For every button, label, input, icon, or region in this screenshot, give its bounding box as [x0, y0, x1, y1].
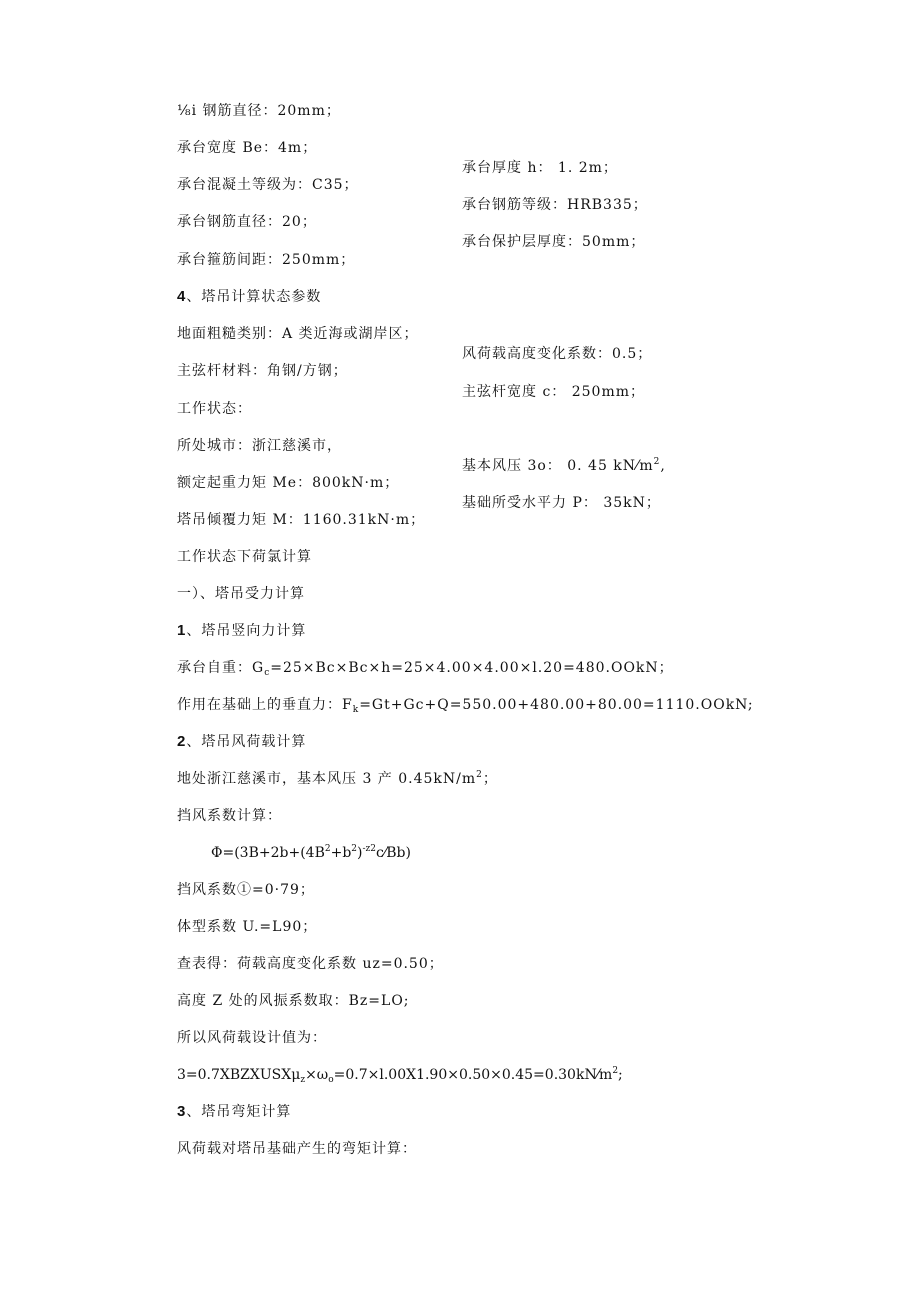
self-weight-formula — [177, 658, 674, 678]
design-formula-b: ×ω — [305, 1067, 329, 1083]
rated-moment-text: 额定起重力矩 Me：800kN·m； — [177, 475, 400, 491]
basic-wind-pressure-label: 基本风压 3o： 0. 45 kN⁄m — [462, 458, 654, 474]
self-weight-sub: c — [264, 668, 271, 678]
section-4-number: 4 — [177, 288, 187, 305]
wind-block-value-text: 挡风系数①=0·79； — [177, 882, 315, 898]
design-formula-d: ; — [618, 1067, 623, 1083]
wind-location-text — [177, 769, 498, 789]
cap-rebar-diameter-text: 承台钢筋直径：20； — [177, 214, 317, 230]
phi-formula-sup2: 2 — [351, 844, 358, 854]
subsection-3-number: 3 — [177, 1103, 187, 1120]
basic-wind-pressure-text — [462, 456, 666, 476]
subsection-3-heading — [177, 1102, 291, 1122]
working-state-text: 工作状态： — [177, 401, 252, 417]
wind-height-coef-text: 风荷载高度变化系数：0.5； — [462, 346, 653, 362]
chord-width-text: 主弦杆宽度 c： 250mm； — [462, 384, 646, 400]
basic-wind-pressure-sup: 2 — [653, 457, 661, 467]
vertical-force-sub: k — [352, 705, 360, 715]
moment-title: 风荷载对塔吊基础产生的弯矩计算： — [177, 1141, 417, 1157]
self-weight-expression: =25×Bc×Bc×h=25×4.00×4.00×l.20=480.OOkN； — [270, 660, 674, 676]
phi-formula-a: Φ=(3B+2b+(4B — [211, 845, 325, 861]
part-1-title: 一）、塔吊受力计算 — [177, 586, 305, 602]
cap-concrete-text: 承台混凝土等级为：C35； — [177, 177, 359, 193]
phi-formula-d: c⁄Bb) — [376, 845, 411, 861]
wind-block-coef-title: 挡风系数计算： — [177, 808, 282, 824]
cap-cover-text: 承台保护层厚度：50mm； — [462, 234, 646, 250]
section-4-heading — [177, 287, 321, 307]
phi-formula-b: +b — [330, 845, 352, 861]
vertical-force-formula — [177, 695, 754, 715]
subsection-1-heading — [177, 621, 306, 641]
design-formula-a: 3=0.7XBZXUSXμ — [177, 1067, 301, 1083]
design-formula-sub2: o — [328, 1075, 334, 1085]
vertical-force-expression: =Gt+Gc+Q=550.00+480.00+80.00=1110.OOkN; — [359, 697, 754, 713]
city-text: 所处城市：浙江慈溪市， — [177, 438, 342, 454]
working-load-title: 工作状态下荷氯计算 — [177, 549, 312, 565]
design-formula-sup: 2 — [612, 1066, 619, 1076]
vibration-coef-text: 高度 Z 处的风振系数取：Bz=LO; — [177, 993, 410, 1009]
phi-formula-c: ) — [357, 845, 363, 861]
shape-coef-text: 体型系数 U.=L90； — [177, 919, 318, 935]
self-weight-label: 承台自重：G — [177, 660, 265, 676]
design-value-title: 所以风荷载设计值为： — [177, 1030, 327, 1046]
height-coef-text: 查表得：荷载高度变化系数 uz=0.50； — [177, 956, 444, 972]
phi-formula-sup1: 2 — [324, 844, 331, 854]
design-formula-c: =0.7×l.00X1.90×0.50×0.45=0.30kN⁄m — [333, 1067, 613, 1083]
design-value-formula — [177, 1065, 623, 1085]
cap-thickness-text: 承台厚度 h： 1. 2m； — [462, 160, 618, 176]
design-formula-sub1: z — [300, 1075, 306, 1085]
subsection-2-title: 、塔吊风荷载计算 — [186, 734, 307, 750]
ground-roughness-text: 地面粗糙类别：A 类近海或湖岸区； — [177, 326, 419, 342]
subsection-2-heading — [177, 732, 306, 752]
wind-location-main: 地处浙江慈溪市，基本风压 3 产 0.45kN/m — [177, 771, 477, 787]
chord-material-text: 主弦杆材料：角钢/方钢； — [177, 363, 348, 379]
rebar-diameter-text: ⅛i 钢筋直径：20mm； — [177, 103, 341, 119]
phi-formula — [211, 843, 411, 863]
subsection-3-title: 、塔吊弯矩计算 — [186, 1104, 292, 1120]
wind-location-sup: 2 — [476, 770, 483, 780]
horizontal-force-text: 基础所受水平力 P： 35kN； — [462, 495, 661, 511]
overturn-moment-text: 塔吊倾覆力矩 M：1160.31kN·m； — [177, 512, 426, 528]
subsection-1-number: 1 — [177, 622, 187, 639]
cap-stirrup-spacing-text: 承台箍筋间距：250mm； — [177, 252, 356, 268]
basic-wind-pressure-tail: , — [660, 458, 666, 474]
cap-rebar-grade-text: 承台钢筋等级：HRB335； — [462, 197, 648, 213]
section-4-title: 、塔吊计算状态参数 — [186, 289, 322, 305]
cap-width-text: 承台宽度 Be：4m； — [177, 140, 318, 156]
wind-location-tail: ； — [482, 771, 498, 787]
vertical-force-label: 作用在基础上的垂直力：F — [177, 697, 353, 713]
subsection-1-title: 、塔吊竖向力计算 — [186, 623, 307, 639]
subsection-2-number: 2 — [177, 733, 187, 750]
phi-formula-sup3: -z2 — [362, 844, 377, 854]
